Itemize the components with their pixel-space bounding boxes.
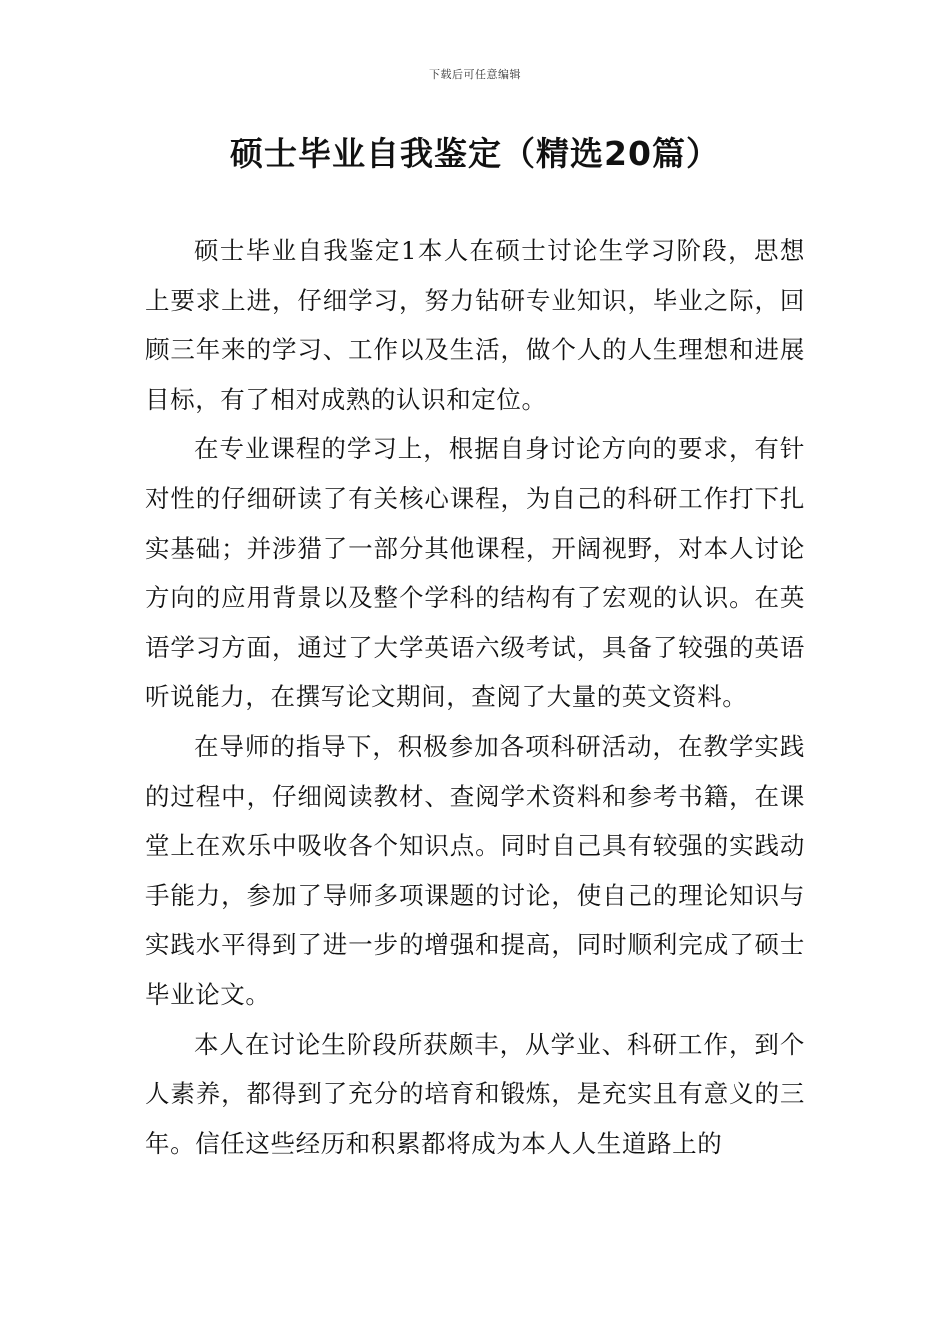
paragraph-4: 本人在讨论生阶段所获颇丰，从学业、科研工作，到个人素养，都得到了充分的培育和锻炼，是充实且有意义的三年。信任这些经历和积累都将成为本人人生道路上的 (145, 1029, 805, 1158)
paragraph-3: 在导师的指导下，积极参加各项科研活动，在教学实践的过程中，仔细阅读教材、查阅学术资料和参考书籍，在课堂上在欢乐中吸收各个知识点。同时自己具有较强的实践动手能力，参加了导师多项课题的讨论，使自己的理论知识与实践水平得到了进一步的增强和提高，同时顺利完成了硕士毕业论文。 (145, 731, 805, 1009)
header-note: 下载后可任意编辑 (429, 68, 521, 81)
paragraph-1: 硕士毕业自我鉴定1本人在硕士讨论生学习阶段，思想上要求上进，仔细学习，努力钻研专业知识，毕业之际，回顾三年来的学习、工作以及生活，做个人的人生理想和进展目标，有了相对成熟的认识和定位。 (145, 236, 805, 414)
paragraph-2: 在专业课程的学习上，根据自身讨论方向的要求，有针对性的仔细研读了有关核心课程，为自己的科研工作打下扎实基础；并涉猎了一部分其他课程，开阔视野，对本人讨论方向的应用背景以及整个学科的结构有了宏观的认识。在英语学习方面，通过了大学英语六级考试，具备了较强的英语听说能力，在撰写论文期间，查阅了大量的英文资料。 (145, 434, 805, 712)
document-title: 硕士毕业自我鉴定（精选20篇） (230, 134, 720, 173)
document-body (145, 226, 805, 1168)
